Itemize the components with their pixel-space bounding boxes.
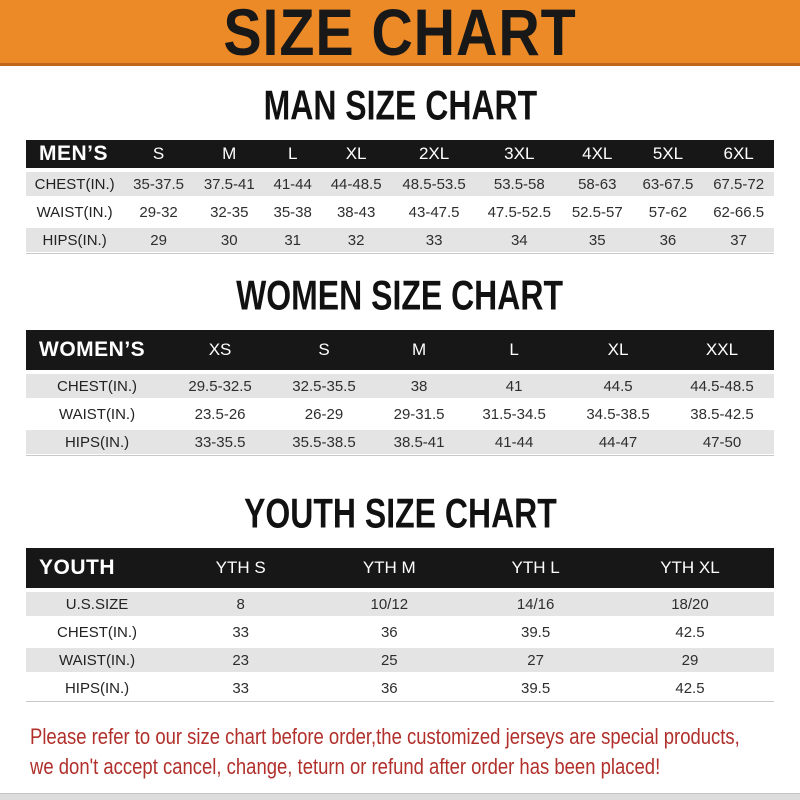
section-heading-text: YOUTH SIZE CHART <box>243 489 557 537</box>
column-header: S <box>123 140 194 168</box>
size-value-cell: 35 <box>562 228 633 252</box>
size-value-cell: 25 <box>313 648 465 672</box>
size-value-cell: 35.5-38.5 <box>272 430 376 454</box>
size-value-cell: 38-43 <box>321 200 392 224</box>
row-label: CHEST(IN.) <box>26 172 123 196</box>
size-value-cell: 31 <box>265 228 321 252</box>
table-row <box>26 172 774 196</box>
size-value-cell: 37.5-41 <box>194 172 265 196</box>
table-header-row <box>26 548 774 588</box>
size-value-cell: 33 <box>168 620 313 644</box>
size-value-cell: 29 <box>123 228 194 252</box>
size-value-cell: 36 <box>313 676 465 700</box>
size-value-cell: 57-62 <box>633 200 704 224</box>
size-value-cell: 29.5-32.5 <box>168 374 272 398</box>
size-value-cell: 44-48.5 <box>321 172 392 196</box>
column-header: 4XL <box>562 140 633 168</box>
size-value-cell: 35-37.5 <box>123 172 194 196</box>
banner-title: SIZE CHART <box>223 0 577 66</box>
size-value-cell: 52.5-57 <box>562 200 633 224</box>
size-value-cell: 47-50 <box>670 430 774 454</box>
table-row <box>26 402 774 426</box>
size-value-cell: 30 <box>194 228 265 252</box>
table-row <box>26 200 774 224</box>
column-header: M <box>194 140 265 168</box>
size-value-cell: 36 <box>633 228 704 252</box>
size-value-cell: 36 <box>313 620 465 644</box>
row-label: HIPS(IN.) <box>26 676 168 700</box>
section-heading-text: WOMEN SIZE CHART <box>236 271 564 319</box>
table-bottom-rule <box>26 701 774 702</box>
size-value-cell: 41 <box>462 374 566 398</box>
size-value-cell: 44.5 <box>566 374 670 398</box>
size-value-cell: 33 <box>391 228 476 252</box>
column-header: 2XL <box>391 140 476 168</box>
section-heading <box>0 271 800 319</box>
size-value-cell: 53.5-58 <box>477 172 562 196</box>
row-label: WAIST(IN.) <box>26 200 123 224</box>
size-value-cell: 29-32 <box>123 200 194 224</box>
column-header: YTH XL <box>606 548 774 588</box>
table-row <box>26 592 774 616</box>
bottom-edge-strip <box>0 793 800 800</box>
column-header: YTH M <box>313 548 465 588</box>
table-row <box>26 430 774 454</box>
size-value-cell: 42.5 <box>606 620 774 644</box>
row-label: HIPS(IN.) <box>26 228 123 252</box>
size-value-cell: 37 <box>703 228 774 252</box>
size-value-cell: 32.5-35.5 <box>272 374 376 398</box>
row-label: CHEST(IN.) <box>26 374 168 398</box>
size-value-cell: 38.5-42.5 <box>670 402 774 426</box>
column-header: L <box>265 140 321 168</box>
size-value-cell: 67.5-72 <box>703 172 774 196</box>
table-header-row <box>26 140 774 168</box>
size-value-cell: 14/16 <box>465 592 606 616</box>
table-row <box>26 648 774 672</box>
row-label: U.S.SIZE <box>26 592 168 616</box>
size-value-cell: 39.5 <box>465 620 606 644</box>
row-label: CHEST(IN.) <box>26 620 168 644</box>
row-label: WAIST(IN.) <box>26 402 168 426</box>
table-title-cell: YOUTH <box>26 548 168 588</box>
size-value-cell: 63-67.5 <box>633 172 704 196</box>
size-value-cell: 41-44 <box>462 430 566 454</box>
column-header: YTH L <box>465 548 606 588</box>
size-value-cell: 23.5-26 <box>168 402 272 426</box>
table-row <box>26 676 774 700</box>
size-value-cell: 39.5 <box>465 676 606 700</box>
size-value-cell: 10/12 <box>313 592 465 616</box>
table-bottom-rule <box>26 253 774 254</box>
size-value-cell: 26-29 <box>272 402 376 426</box>
column-header: M <box>376 330 462 370</box>
column-header: 6XL <box>703 140 774 168</box>
size-value-cell: 42.5 <box>606 676 774 700</box>
column-header: XS <box>168 330 272 370</box>
column-header: XXL <box>670 330 774 370</box>
size-value-cell: 38 <box>376 374 462 398</box>
column-header: YTH S <box>168 548 313 588</box>
size-tables <box>0 82 800 702</box>
size-value-cell: 35-38 <box>265 200 321 224</box>
size-value-cell: 34 <box>477 228 562 252</box>
column-header: L <box>462 330 566 370</box>
size-value-cell: 44-47 <box>566 430 670 454</box>
size-value-cell: 38.5-41 <box>376 430 462 454</box>
size-value-cell: 27 <box>465 648 606 672</box>
column-header: XL <box>321 140 392 168</box>
size-value-cell: 43-47.5 <box>391 200 476 224</box>
row-label: HIPS(IN.) <box>26 430 168 454</box>
table-bottom-rule <box>26 455 774 456</box>
table-row <box>26 620 774 644</box>
row-label: WAIST(IN.) <box>26 648 168 672</box>
size-value-cell: 18/20 <box>606 592 774 616</box>
size-chart-banner <box>0 0 800 66</box>
section-heading-text: MAN SIZE CHART <box>263 81 537 129</box>
size-value-cell: 29-31.5 <box>376 402 462 426</box>
section-heading <box>0 489 800 537</box>
size-table <box>26 544 774 704</box>
table-title-cell: MEN’S <box>26 140 123 168</box>
size-value-cell: 31.5-34.5 <box>462 402 566 426</box>
disclaimer-line-1: Please refer to our size chart before order,the customized jerseys are special products, <box>30 724 740 749</box>
size-value-cell: 58-63 <box>562 172 633 196</box>
size-table <box>26 326 774 458</box>
table-row <box>26 228 774 252</box>
size-table <box>26 136 774 256</box>
size-value-cell: 47.5-52.5 <box>477 200 562 224</box>
column-header: XL <box>566 330 670 370</box>
size-value-cell: 8 <box>168 592 313 616</box>
table-header-row <box>26 330 774 370</box>
disclaimer-line-2: we don't accept cancel, change, teturn or refund after order has been placed! <box>30 754 661 779</box>
size-value-cell: 29 <box>606 648 774 672</box>
size-value-cell: 62-66.5 <box>703 200 774 224</box>
column-header: S <box>272 330 376 370</box>
size-value-cell: 33-35.5 <box>168 430 272 454</box>
size-value-cell: 34.5-38.5 <box>566 402 670 426</box>
size-value-cell: 33 <box>168 676 313 700</box>
column-header: 3XL <box>477 140 562 168</box>
section-heading <box>0 81 800 129</box>
table-row <box>26 374 774 398</box>
size-value-cell: 41-44 <box>265 172 321 196</box>
size-value-cell: 48.5-53.5 <box>391 172 476 196</box>
size-value-cell: 23 <box>168 648 313 672</box>
size-value-cell: 32-35 <box>194 200 265 224</box>
size-value-cell: 32 <box>321 228 392 252</box>
footer-disclaimer <box>30 722 800 782</box>
size-value-cell: 44.5-48.5 <box>670 374 774 398</box>
column-header: 5XL <box>633 140 704 168</box>
table-title-cell: WOMEN’S <box>26 330 168 370</box>
